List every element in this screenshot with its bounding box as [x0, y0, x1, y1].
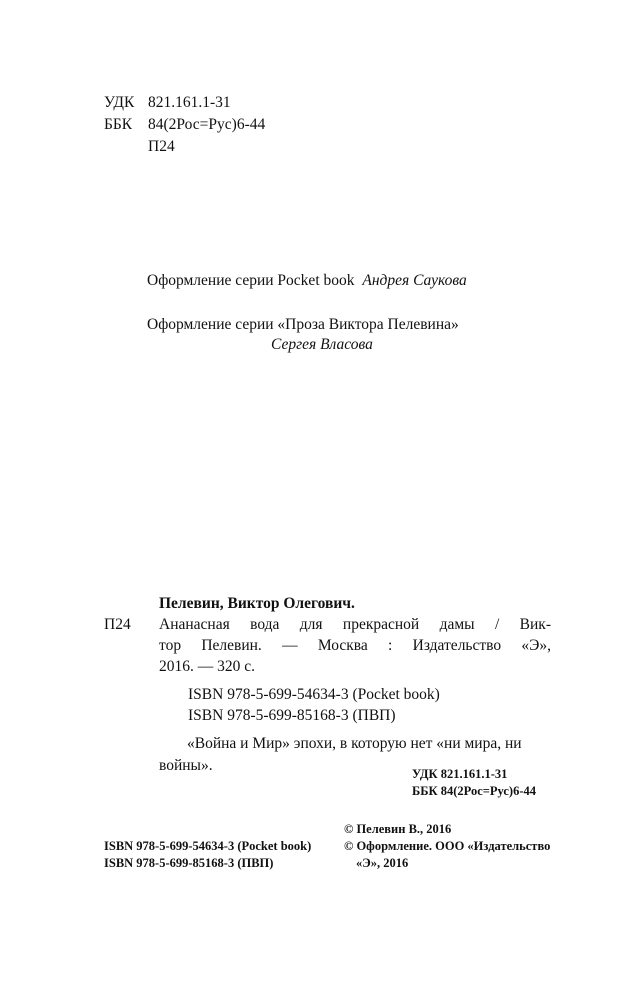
copyright-line-3: «Э», 2016: [356, 856, 409, 870]
series-pocket-designer: Андрея Саукова: [362, 272, 467, 289]
series-prose-prefix: Оформление серии «Проза Виктора Пелевина»: [147, 316, 459, 333]
copyright-line-1: © Пелевин В., 2016: [344, 822, 452, 836]
description-line-2: тор Пелевин. — Москва : Издательство «Э»,: [159, 637, 551, 654]
series-credit-prose: [147, 314, 459, 336]
author-heading: Пелевин, Виктор Олегович.: [159, 595, 355, 612]
classification-block: [104, 92, 265, 158]
series-prose-designer: Сергея Власова: [271, 336, 373, 353]
author-mark-row: [104, 136, 265, 158]
bib-bbk-line: ББК 84(2Рос=Рус)6-44: [412, 784, 536, 798]
footer-isbn-2: ISBN 978-5-699-85168-3 (ПВП): [104, 856, 274, 870]
bbk-row: [104, 114, 265, 136]
description-line-1: Ананасная вода для прекрасной дамы / Вик-: [159, 616, 551, 633]
udk-label: УДК: [104, 94, 135, 111]
annotation: «Война и Мир» эпохи, в которую нет «ни мира, ни войны».: [159, 735, 522, 774]
bib-author-mark: П24: [104, 616, 131, 633]
bbk-label: ББК: [104, 116, 133, 133]
bib-isbn-1: ISBN 978-5-699-54634-3 (Pocket book): [188, 686, 440, 703]
copyright-line-2: © Оформление. ООО «Издательство: [344, 839, 551, 853]
author-mark: П24: [148, 138, 175, 155]
bbk-value: 84(2Рос=Рус)6-44: [148, 116, 266, 133]
series-credit-pocket: [147, 270, 467, 292]
description-line-3: 2016. — 320 с.: [159, 658, 256, 675]
udk-row: [104, 92, 265, 114]
footer-isbn-1: ISBN 978-5-699-54634-3 (Pocket book): [104, 839, 312, 853]
bib-udk-line: УДК 821.161.1-31: [412, 767, 508, 781]
bib-isbn-2: ISBN 978-5-699-85168-3 (ПВП): [188, 707, 396, 724]
udk-value: 821.161.1-31: [148, 94, 231, 111]
series-pocket-prefix: Оформление серии Pocket book: [147, 272, 355, 289]
